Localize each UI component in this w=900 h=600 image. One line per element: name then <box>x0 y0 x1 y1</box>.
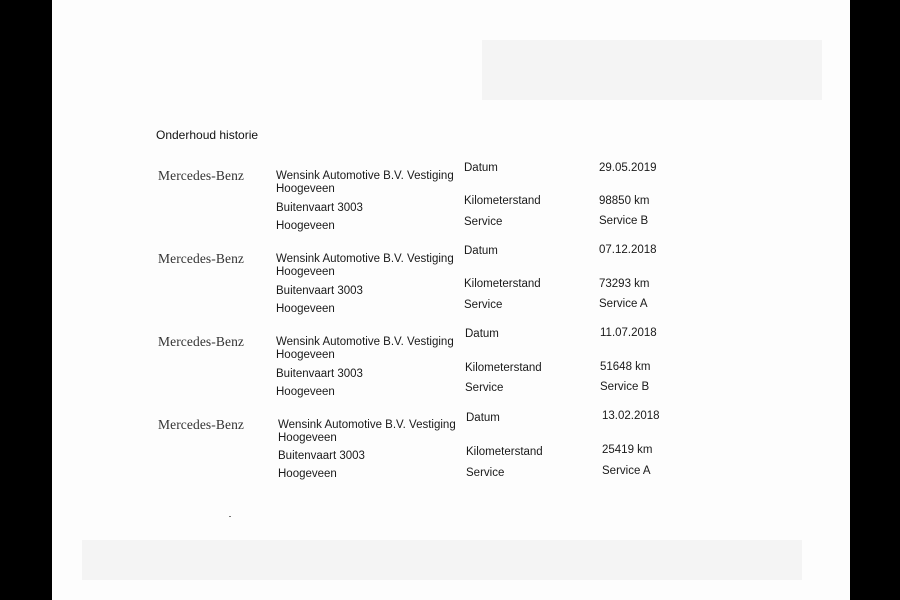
service-label: Service <box>464 216 503 228</box>
dealer-city: Hoogeveen <box>276 386 335 398</box>
service-value: Service A <box>602 465 651 477</box>
scan-artifact <box>82 540 802 580</box>
service-value: Service A <box>599 298 648 310</box>
brand-logo: Mercedes-Benz <box>158 251 245 266</box>
document-page <box>52 0 850 600</box>
mileage-label: Kilometerstand <box>465 362 542 374</box>
dealer-street: Buitenvaart 3003 <box>276 202 363 214</box>
date-value: 13.02.2018 <box>602 410 660 422</box>
date-label: Datum <box>464 162 498 174</box>
service-entry <box>52 160 850 240</box>
brand-logo: Mercedes-Benz <box>158 334 245 349</box>
service-value: Service B <box>599 215 649 227</box>
dealer-street: Buitenvaart 3003 <box>276 285 363 297</box>
dealer-city: Hoogeveen <box>276 220 335 232</box>
dealer-name: Wensink Automotive B.V. Vestiging Hoogeveen <box>276 253 454 278</box>
date-label: Datum <box>464 245 498 257</box>
service-label: Service <box>466 467 505 479</box>
service-entry <box>52 326 850 406</box>
page-title: Onderhoud historie <box>156 128 259 142</box>
service-value: Service B <box>600 381 650 393</box>
mileage-value: 51648 km <box>600 361 651 373</box>
dealer-street: Buitenvaart 3003 <box>278 450 365 462</box>
date-value: 29.05.2019 <box>599 162 657 174</box>
service-entry <box>52 409 850 489</box>
brand-logo: Mercedes-Benz <box>158 417 245 432</box>
date-label: Datum <box>465 328 499 340</box>
dealer-city: Hoogeveen <box>278 468 337 480</box>
dealer-name: Wensink Automotive B.V. Vestiging Hoogeveen <box>276 170 454 195</box>
mileage-value: 25419 km <box>602 444 653 456</box>
mileage-label: Kilometerstand <box>464 278 541 290</box>
date-value: 11.07.2018 <box>600 327 657 339</box>
service-entry <box>52 243 850 323</box>
dealer-name: Wensink Automotive B.V. Vestiging Hoogeveen <box>278 419 456 444</box>
mileage-label: Kilometerstand <box>466 446 543 458</box>
brand-logo: Mercedes-Benz <box>158 168 245 183</box>
mileage-value: 73293 km <box>599 278 650 290</box>
service-label: Service <box>465 382 504 394</box>
date-label: Datum <box>466 412 500 424</box>
dealer-city: Hoogeveen <box>276 303 335 315</box>
service-label: Service <box>464 299 503 311</box>
scan-speck <box>229 516 231 517</box>
scan-artifact <box>482 40 822 100</box>
dealer-name: Wensink Automotive B.V. Vestiging Hoogeveen <box>276 336 454 361</box>
date-value: 07.12.2018 <box>599 244 657 256</box>
mileage-value: 98850 km <box>599 195 650 207</box>
mileage-label: Kilometerstand <box>464 195 541 207</box>
dealer-street: Buitenvaart 3003 <box>276 368 363 380</box>
